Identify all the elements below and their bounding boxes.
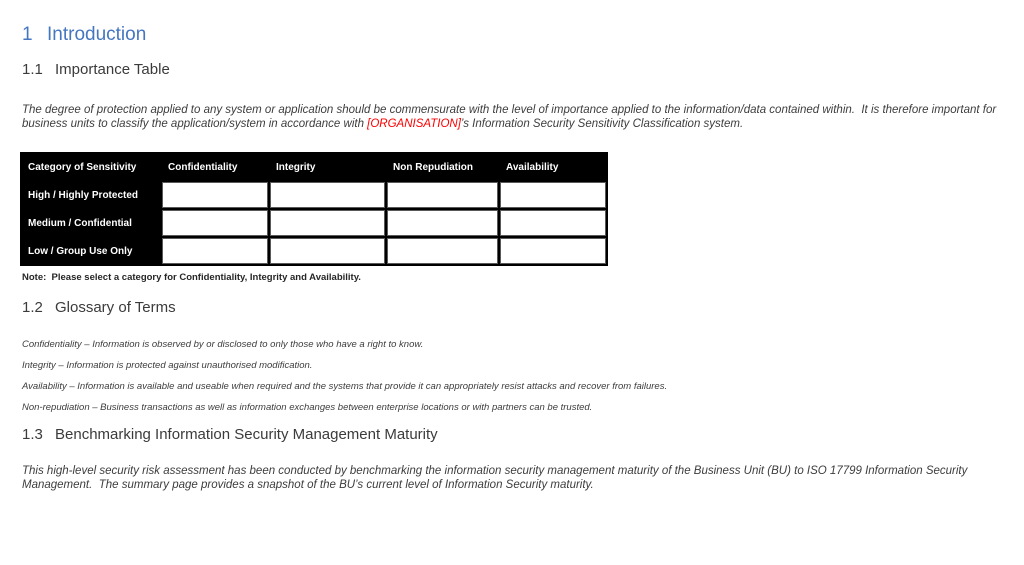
benchmark-paragraph: This high-level security risk assessment has been conducted by benchmarking the information security management maturity of the Business Unit (BU) to ISO 17799 Information Security Management. The summary page provides a snapshot of the BU’s current level of Information Security maturity.: [22, 465, 971, 491]
col-header-non-repudiation: Non Repudiation: [387, 154, 498, 180]
importance-cell-high-availability[interactable]: [500, 182, 606, 208]
importance-cell-medium-non-repudiation[interactable]: [387, 210, 498, 236]
intro-paragraph-text: The degree of protection applied to any system or application should be commensurate with the level of importance applied to the information/data contained within. It is therefore important for business units to classify the application/system in accordance with: [22, 104, 1000, 130]
col-header-availability: Availability: [500, 154, 606, 180]
table-row-high: [22, 182, 606, 208]
glossary-item-confidentiality: Confidentiality – Information is observed by or disclosed to only those who have a right to know.: [22, 339, 424, 350]
row-label-medium: Medium / Confidential: [22, 210, 160, 236]
importance-cell-medium-confidentiality[interactable]: [162, 210, 268, 236]
col-header-confidentiality: Confidentiality: [162, 154, 268, 180]
importance-cell-high-confidentiality[interactable]: [162, 182, 268, 208]
glossary-item-integrity: Integrity – Information is protected against unauthorised modification.: [22, 360, 313, 371]
heading-title: Benchmarking Information Security Management Maturity: [55, 426, 438, 443]
section-heading-glossary: [22, 299, 176, 316]
section-heading-importance-table: [22, 61, 170, 78]
importance-cell-medium-availability[interactable]: [500, 210, 606, 236]
heading-title: Introduction: [47, 24, 147, 45]
section-heading-introduction: [22, 24, 146, 46]
importance-cell-high-integrity[interactable]: [270, 182, 385, 208]
table-row-low: [22, 238, 606, 264]
section-heading-benchmarking: [22, 426, 438, 443]
col-header-category: Category of Sensitivity: [22, 154, 160, 180]
heading-number: 1.1: [22, 61, 43, 78]
importance-table-header-row: [22, 154, 606, 180]
heading-number: 1.2: [22, 299, 43, 316]
row-label-high: High / Highly Protected: [22, 182, 160, 208]
col-header-integrity: Integrity: [270, 154, 385, 180]
heading-title: Importance Table: [55, 61, 170, 78]
table-row-medium: [22, 210, 606, 236]
importance-cell-medium-integrity[interactable]: [270, 210, 385, 236]
importance-cell-high-non-repudiation[interactable]: [387, 182, 498, 208]
importance-cell-low-integrity[interactable]: [270, 238, 385, 264]
importance-cell-low-confidentiality[interactable]: [162, 238, 268, 264]
organisation-placeholder: [ORGANISATION]: [367, 118, 461, 130]
row-label-low: Low / Group Use Only: [22, 238, 160, 264]
importance-cell-low-availability[interactable]: [500, 238, 606, 264]
heading-title: Glossary of Terms: [55, 299, 176, 316]
importance-table: [20, 152, 608, 266]
table-note: Note: Please select a category for Confidentiality, Integrity and Availability.: [22, 272, 361, 283]
importance-cell-low-non-repudiation[interactable]: [387, 238, 498, 264]
glossary-item-availability: Availability – Information is available and useable when required and the systems that provide it can appropriately resist attacks and recover from failures.: [22, 381, 668, 392]
glossary-item-non-repudiation: Non-repudiation – Business transactions as well as information exchanges between enterprise locations or with partners can be trusted.: [22, 402, 593, 413]
intro-paragraph-text-end: ’s Information Security Sensitivity Classification system.: [460, 118, 744, 130]
glossary-list: [22, 340, 1007, 424]
heading-number: 1.3: [22, 426, 43, 443]
intro-paragraph: [22, 103, 1007, 131]
heading-number: 1: [22, 24, 33, 45]
